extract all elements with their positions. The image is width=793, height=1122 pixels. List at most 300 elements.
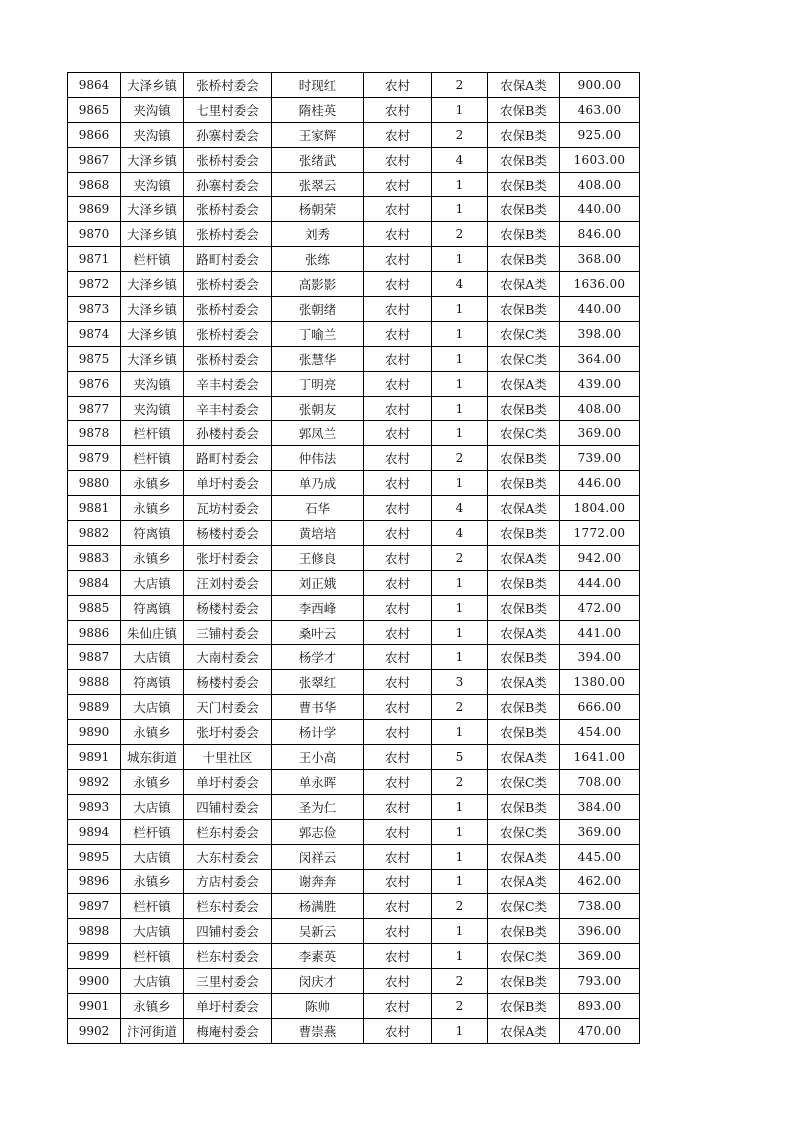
insurance-class-cell: 农保A类	[488, 73, 560, 98]
area-type-cell: 农村	[364, 346, 432, 371]
village-cell: 梅庵村委会	[184, 1018, 272, 1043]
insurance-class-cell: 农保B类	[488, 794, 560, 819]
name-cell: 杨满胜	[272, 894, 364, 919]
row-number: 9898	[68, 919, 121, 944]
area-type-cell: 农村	[364, 222, 432, 247]
insurance-class-cell: 农保B类	[488, 446, 560, 471]
row-number: 9882	[68, 521, 121, 546]
insurance-class-cell: 农保A类	[488, 272, 560, 297]
village-cell: 栏东村委会	[184, 944, 272, 969]
village-cell: 辛丰村委会	[184, 371, 272, 396]
town-cell: 夹沟镇	[121, 172, 184, 197]
household-count-cell: 1	[432, 919, 488, 944]
insurance-class-cell: 农保B类	[488, 993, 560, 1018]
town-cell: 夹沟镇	[121, 396, 184, 421]
table-row	[68, 371, 640, 396]
area-type-cell: 农村	[364, 1018, 432, 1043]
name-cell: 吴新云	[272, 919, 364, 944]
table-body	[68, 73, 640, 1044]
area-type-cell: 农村	[364, 446, 432, 471]
town-cell: 栏杆镇	[121, 247, 184, 272]
village-cell: 四铺村委会	[184, 794, 272, 819]
area-type-cell: 农村	[364, 869, 432, 894]
name-cell: 黄培培	[272, 521, 364, 546]
table-row	[68, 944, 640, 969]
table-row	[68, 147, 640, 172]
town-cell: 永镇乡	[121, 471, 184, 496]
household-count-cell: 2	[432, 894, 488, 919]
row-number: 9872	[68, 272, 121, 297]
town-cell: 符离镇	[121, 521, 184, 546]
household-count-cell: 1	[432, 297, 488, 322]
insurance-class-cell: 农保A类	[488, 545, 560, 570]
household-count-cell: 2	[432, 73, 488, 98]
household-count-cell: 1	[432, 371, 488, 396]
insurance-class-cell: 农保B类	[488, 172, 560, 197]
area-type-cell: 农村	[364, 595, 432, 620]
name-cell: 高影影	[272, 272, 364, 297]
row-number: 9878	[68, 421, 121, 446]
row-number: 9889	[68, 695, 121, 720]
household-count-cell: 1	[432, 247, 488, 272]
amount-cell: 444.00	[560, 570, 640, 595]
village-cell: 张圩村委会	[184, 545, 272, 570]
table-row	[68, 545, 640, 570]
table-row	[68, 297, 640, 322]
insurance-class-cell: 农保C类	[488, 944, 560, 969]
area-type-cell: 农村	[364, 272, 432, 297]
village-cell: 单圩村委会	[184, 471, 272, 496]
village-cell: 张桥村委会	[184, 147, 272, 172]
town-cell: 夹沟镇	[121, 371, 184, 396]
area-type-cell: 农村	[364, 570, 432, 595]
household-count-cell: 4	[432, 521, 488, 546]
town-cell: 夹沟镇	[121, 97, 184, 122]
row-number: 9885	[68, 595, 121, 620]
row-number: 9876	[68, 371, 121, 396]
household-count-cell: 1	[432, 819, 488, 844]
village-cell: 三铺村委会	[184, 620, 272, 645]
village-cell: 单圩村委会	[184, 993, 272, 1018]
name-cell: 张绪武	[272, 147, 364, 172]
amount-cell: 441.00	[560, 620, 640, 645]
household-count-cell: 4	[432, 272, 488, 297]
insurance-class-cell: 农保A类	[488, 745, 560, 770]
insurance-class-cell: 农保A类	[488, 620, 560, 645]
row-number: 9888	[68, 670, 121, 695]
name-cell: 张朝友	[272, 396, 364, 421]
town-cell: 永镇乡	[121, 993, 184, 1018]
table-row	[68, 222, 640, 247]
name-cell: 张朝绪	[272, 297, 364, 322]
town-cell: 符离镇	[121, 670, 184, 695]
insurance-class-cell: 农保B类	[488, 919, 560, 944]
insurance-class-cell: 农保B类	[488, 521, 560, 546]
name-cell: 张练	[272, 247, 364, 272]
area-type-cell: 农村	[364, 769, 432, 794]
insurance-class-cell: 农保C类	[488, 321, 560, 346]
area-type-cell: 农村	[364, 993, 432, 1018]
row-number: 9879	[68, 446, 121, 471]
area-type-cell: 农村	[364, 147, 432, 172]
amount-cell: 1380.00	[560, 670, 640, 695]
row-number: 9865	[68, 97, 121, 122]
amount-cell: 440.00	[560, 197, 640, 222]
household-count-cell: 4	[432, 496, 488, 521]
amount-cell: 738.00	[560, 894, 640, 919]
insurance-class-cell: 农保B类	[488, 471, 560, 496]
area-type-cell: 农村	[364, 794, 432, 819]
row-number: 9874	[68, 321, 121, 346]
name-cell: 圣为仁	[272, 794, 364, 819]
name-cell: 单永晖	[272, 769, 364, 794]
household-count-cell: 2	[432, 993, 488, 1018]
insurance-class-cell: 农保A类	[488, 670, 560, 695]
row-number: 9867	[68, 147, 121, 172]
town-cell: 大泽乡镇	[121, 321, 184, 346]
village-cell: 路町村委会	[184, 446, 272, 471]
amount-cell: 470.00	[560, 1018, 640, 1043]
name-cell: 隋桂英	[272, 97, 364, 122]
name-cell: 曹崇燕	[272, 1018, 364, 1043]
amount-cell: 739.00	[560, 446, 640, 471]
area-type-cell: 农村	[364, 471, 432, 496]
amount-cell: 454.00	[560, 720, 640, 745]
row-number: 9897	[68, 894, 121, 919]
area-type-cell: 农村	[364, 97, 432, 122]
amount-cell: 408.00	[560, 172, 640, 197]
area-type-cell: 农村	[364, 720, 432, 745]
village-cell: 杨楼村委会	[184, 595, 272, 620]
table-row	[68, 620, 640, 645]
amount-cell: 925.00	[560, 122, 640, 147]
area-type-cell: 农村	[364, 297, 432, 322]
area-type-cell: 农村	[364, 321, 432, 346]
row-number: 9877	[68, 396, 121, 421]
table-row	[68, 745, 640, 770]
household-count-cell: 3	[432, 670, 488, 695]
village-cell: 栏东村委会	[184, 819, 272, 844]
town-cell: 栏杆镇	[121, 421, 184, 446]
amount-cell: 708.00	[560, 769, 640, 794]
amount-cell: 369.00	[560, 819, 640, 844]
town-cell: 栏杆镇	[121, 446, 184, 471]
area-type-cell: 农村	[364, 944, 432, 969]
insurance-class-cell: 农保B类	[488, 247, 560, 272]
area-type-cell: 农村	[364, 73, 432, 98]
household-count-cell: 2	[432, 769, 488, 794]
amount-cell: 462.00	[560, 869, 640, 894]
area-type-cell: 农村	[364, 122, 432, 147]
insurance-class-cell: 农保B类	[488, 97, 560, 122]
household-count-cell: 4	[432, 147, 488, 172]
table-row	[68, 570, 640, 595]
town-cell: 永镇乡	[121, 545, 184, 570]
table-row	[68, 819, 640, 844]
amount-cell: 1772.00	[560, 521, 640, 546]
area-type-cell: 农村	[364, 421, 432, 446]
table-row	[68, 471, 640, 496]
village-cell: 张桥村委会	[184, 222, 272, 247]
name-cell: 杨学才	[272, 645, 364, 670]
name-cell: 仲伟法	[272, 446, 364, 471]
household-count-cell: 1	[432, 869, 488, 894]
row-number: 9893	[68, 794, 121, 819]
name-cell: 闵祥云	[272, 844, 364, 869]
row-number: 9864	[68, 73, 121, 98]
town-cell: 永镇乡	[121, 496, 184, 521]
amount-cell: 394.00	[560, 645, 640, 670]
household-count-cell: 1	[432, 346, 488, 371]
amount-cell: 368.00	[560, 247, 640, 272]
name-cell: 郭志俭	[272, 819, 364, 844]
area-type-cell: 农村	[364, 396, 432, 421]
table-row	[68, 869, 640, 894]
household-count-cell: 1	[432, 944, 488, 969]
village-cell: 大南村委会	[184, 645, 272, 670]
row-number: 9866	[68, 122, 121, 147]
table-row	[68, 73, 640, 98]
amount-cell: 900.00	[560, 73, 640, 98]
row-number: 9884	[68, 570, 121, 595]
area-type-cell: 农村	[364, 969, 432, 994]
town-cell: 大店镇	[121, 570, 184, 595]
village-cell: 栏东村委会	[184, 894, 272, 919]
table-row	[68, 122, 640, 147]
table-row	[68, 272, 640, 297]
household-count-cell: 2	[432, 446, 488, 471]
amount-cell: 369.00	[560, 421, 640, 446]
insurance-class-cell: 农保B类	[488, 645, 560, 670]
amount-cell: 893.00	[560, 993, 640, 1018]
town-cell: 栏杆镇	[121, 944, 184, 969]
town-cell: 汴河街道	[121, 1018, 184, 1043]
household-count-cell: 1	[432, 595, 488, 620]
village-cell: 孙寨村委会	[184, 172, 272, 197]
name-cell: 王修良	[272, 545, 364, 570]
name-cell: 杨朝荣	[272, 197, 364, 222]
insurance-class-cell: 农保A类	[488, 869, 560, 894]
household-count-cell: 1	[432, 720, 488, 745]
table-row	[68, 645, 640, 670]
table-row	[68, 197, 640, 222]
household-count-cell: 1	[432, 321, 488, 346]
insurance-class-cell: 农保C类	[488, 894, 560, 919]
row-number: 9887	[68, 645, 121, 670]
row-number: 9892	[68, 769, 121, 794]
insurance-class-cell: 农保A类	[488, 1018, 560, 1043]
household-count-cell: 1	[432, 471, 488, 496]
amount-cell: 384.00	[560, 794, 640, 819]
amount-cell: 364.00	[560, 346, 640, 371]
village-cell: 大东村委会	[184, 844, 272, 869]
name-cell: 刘秀	[272, 222, 364, 247]
household-count-cell: 1	[432, 172, 488, 197]
row-number: 9894	[68, 819, 121, 844]
household-count-cell: 2	[432, 122, 488, 147]
town-cell: 大泽乡镇	[121, 222, 184, 247]
household-count-cell: 1	[432, 620, 488, 645]
row-number: 9899	[68, 944, 121, 969]
table-row	[68, 1018, 640, 1043]
name-cell: 时现红	[272, 73, 364, 98]
household-count-cell: 1	[432, 97, 488, 122]
insurance-class-cell: 农保C类	[488, 769, 560, 794]
table-row	[68, 172, 640, 197]
amount-cell: 1641.00	[560, 745, 640, 770]
insurance-class-cell: 农保B类	[488, 396, 560, 421]
insurance-class-cell: 农保A类	[488, 844, 560, 869]
household-count-cell: 1	[432, 844, 488, 869]
insurance-class-cell: 农保C类	[488, 421, 560, 446]
row-number: 9868	[68, 172, 121, 197]
town-cell: 栏杆镇	[121, 819, 184, 844]
table-row	[68, 595, 640, 620]
name-cell: 刘正娥	[272, 570, 364, 595]
name-cell: 张翠云	[272, 172, 364, 197]
insurance-class-cell: 农保A类	[488, 496, 560, 521]
table-row	[68, 844, 640, 869]
row-number: 9869	[68, 197, 121, 222]
insurance-class-cell: 农保B类	[488, 297, 560, 322]
town-cell: 大店镇	[121, 969, 184, 994]
name-cell: 王家辉	[272, 122, 364, 147]
area-type-cell: 农村	[364, 819, 432, 844]
amount-cell: 846.00	[560, 222, 640, 247]
household-count-cell: 1	[432, 396, 488, 421]
town-cell: 符离镇	[121, 595, 184, 620]
name-cell: 李西峰	[272, 595, 364, 620]
row-number: 9902	[68, 1018, 121, 1043]
town-cell: 大泽乡镇	[121, 147, 184, 172]
name-cell: 丁明亮	[272, 371, 364, 396]
village-cell: 孙楼村委会	[184, 421, 272, 446]
row-number: 9886	[68, 620, 121, 645]
name-cell: 丁喻兰	[272, 321, 364, 346]
amount-cell: 463.00	[560, 97, 640, 122]
name-cell: 李素英	[272, 944, 364, 969]
insurance-class-cell: 农保B类	[488, 720, 560, 745]
row-number: 9875	[68, 346, 121, 371]
records-table	[67, 72, 640, 1044]
insurance-class-cell: 农保B类	[488, 695, 560, 720]
name-cell: 陈帅	[272, 993, 364, 1018]
row-number: 9895	[68, 844, 121, 869]
household-count-cell: 1	[432, 197, 488, 222]
household-count-cell: 5	[432, 745, 488, 770]
amount-cell: 942.00	[560, 545, 640, 570]
table-row	[68, 247, 640, 272]
town-cell: 朱仙庄镇	[121, 620, 184, 645]
area-type-cell: 农村	[364, 172, 432, 197]
amount-cell: 793.00	[560, 969, 640, 994]
insurance-class-cell: 农保B类	[488, 147, 560, 172]
household-count-cell: 1	[432, 794, 488, 819]
amount-cell: 396.00	[560, 919, 640, 944]
row-number: 9900	[68, 969, 121, 994]
table-row	[68, 496, 640, 521]
name-cell: 石华	[272, 496, 364, 521]
area-type-cell: 农村	[364, 695, 432, 720]
town-cell: 永镇乡	[121, 769, 184, 794]
row-number: 9880	[68, 471, 121, 496]
name-cell: 张翠红	[272, 670, 364, 695]
table-row	[68, 446, 640, 471]
insurance-class-cell: 农保B类	[488, 570, 560, 595]
village-cell: 七里村委会	[184, 97, 272, 122]
table-row	[68, 919, 640, 944]
table-row	[68, 720, 640, 745]
amount-cell: 1804.00	[560, 496, 640, 521]
amount-cell: 369.00	[560, 944, 640, 969]
area-type-cell: 农村	[364, 844, 432, 869]
household-count-cell: 1	[432, 421, 488, 446]
town-cell: 大店镇	[121, 844, 184, 869]
village-cell: 杨楼村委会	[184, 670, 272, 695]
village-cell: 孙寨村委会	[184, 122, 272, 147]
village-cell: 路町村委会	[184, 247, 272, 272]
name-cell: 王小高	[272, 745, 364, 770]
household-count-cell: 2	[432, 695, 488, 720]
amount-cell: 472.00	[560, 595, 640, 620]
household-count-cell: 1	[432, 1018, 488, 1043]
insurance-class-cell: 农保B类	[488, 122, 560, 147]
town-cell: 夹沟镇	[121, 122, 184, 147]
area-type-cell: 农村	[364, 894, 432, 919]
area-type-cell: 农村	[364, 620, 432, 645]
amount-cell: 1603.00	[560, 147, 640, 172]
table-row	[68, 670, 640, 695]
town-cell: 大店镇	[121, 645, 184, 670]
village-cell: 三里村委会	[184, 969, 272, 994]
village-cell: 十里社区	[184, 745, 272, 770]
area-type-cell: 农村	[364, 645, 432, 670]
area-type-cell: 农村	[364, 521, 432, 546]
insurance-class-cell: 农保B类	[488, 222, 560, 247]
village-cell: 张圩村委会	[184, 720, 272, 745]
town-cell: 大店镇	[121, 794, 184, 819]
village-cell: 瓦坊村委会	[184, 496, 272, 521]
amount-cell: 398.00	[560, 321, 640, 346]
insurance-class-cell: 农保C类	[488, 346, 560, 371]
town-cell: 大泽乡镇	[121, 197, 184, 222]
village-cell: 张桥村委会	[184, 73, 272, 98]
table-row	[68, 993, 640, 1018]
name-cell: 张慧华	[272, 346, 364, 371]
village-cell: 四铺村委会	[184, 919, 272, 944]
household-count-cell: 2	[432, 222, 488, 247]
amount-cell: 666.00	[560, 695, 640, 720]
table-row	[68, 794, 640, 819]
village-cell: 张桥村委会	[184, 197, 272, 222]
table-row	[68, 396, 640, 421]
household-count-cell: 2	[432, 969, 488, 994]
town-cell: 大泽乡镇	[121, 297, 184, 322]
area-type-cell: 农村	[364, 745, 432, 770]
name-cell: 闵庆才	[272, 969, 364, 994]
table-row	[68, 97, 640, 122]
village-cell: 杨楼村委会	[184, 521, 272, 546]
village-cell: 张桥村委会	[184, 321, 272, 346]
town-cell: 永镇乡	[121, 720, 184, 745]
village-cell: 张桥村委会	[184, 346, 272, 371]
amount-cell: 408.00	[560, 396, 640, 421]
area-type-cell: 农村	[364, 670, 432, 695]
area-type-cell: 农村	[364, 197, 432, 222]
table-row	[68, 521, 640, 546]
village-cell: 辛丰村委会	[184, 396, 272, 421]
town-cell: 城东街道	[121, 745, 184, 770]
